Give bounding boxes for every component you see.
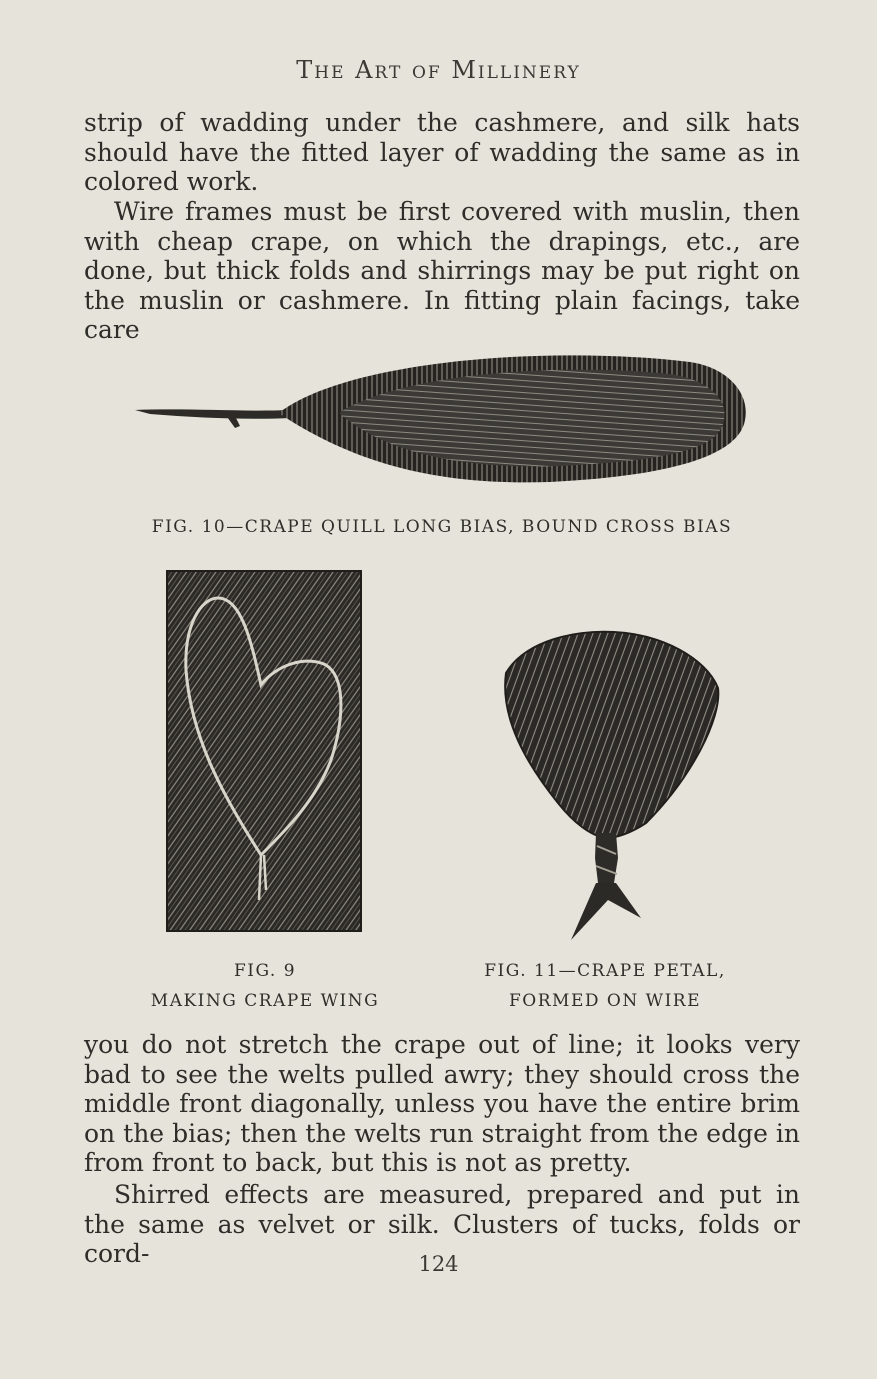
fig11-caption-number: FIG. 11—CRAPE PETAL, <box>484 961 726 981</box>
fig9-caption-title: MAKING CRAPE WING <box>150 991 380 1011</box>
crape-wing-illustration <box>166 570 362 932</box>
running-head: The Art of Millinery <box>296 56 581 84</box>
paragraph-3: you do not stretch the crape out of line; it looks very bad to see the welts pulled awry; they should cross the middle front diagonally, unless you have the entire brim on the bias; then the welts run straight from the edge in from front to back, but this is not as pretty. <box>84 1030 800 1177</box>
fig9-caption <box>120 956 410 1016</box>
page-number: 124 <box>418 1252 459 1276</box>
fig11-caption <box>440 956 770 1016</box>
crape-petal-illustration <box>496 628 724 944</box>
paragraph-1: strip of wadding under the cashmere, and silk hats should have the fitted layer of wadding the same as in colored work. <box>84 108 800 196</box>
crape-quill-illustration <box>130 340 755 490</box>
fig10-caption: FIG. 10—CRAPE QUILL LONG BIAS, BOUND CROSS BIAS <box>151 517 733 537</box>
paragraph-2: Wire frames must be first covered with muslin, then with cheap crape, on which the drapings, etc., are done, but thick folds and shirrings may be put right on the muslin or cashmere. In fitting plain facings, take care <box>84 197 800 344</box>
paragraph-4: Shirred effects are measured, prepared and put in the same as velvet or silk. Clusters of tucks, folds or cord- <box>84 1180 800 1268</box>
fig11-caption-title: FORMED ON WIRE <box>509 991 701 1011</box>
fig9-caption-number: FIG. 9 <box>233 961 297 981</box>
